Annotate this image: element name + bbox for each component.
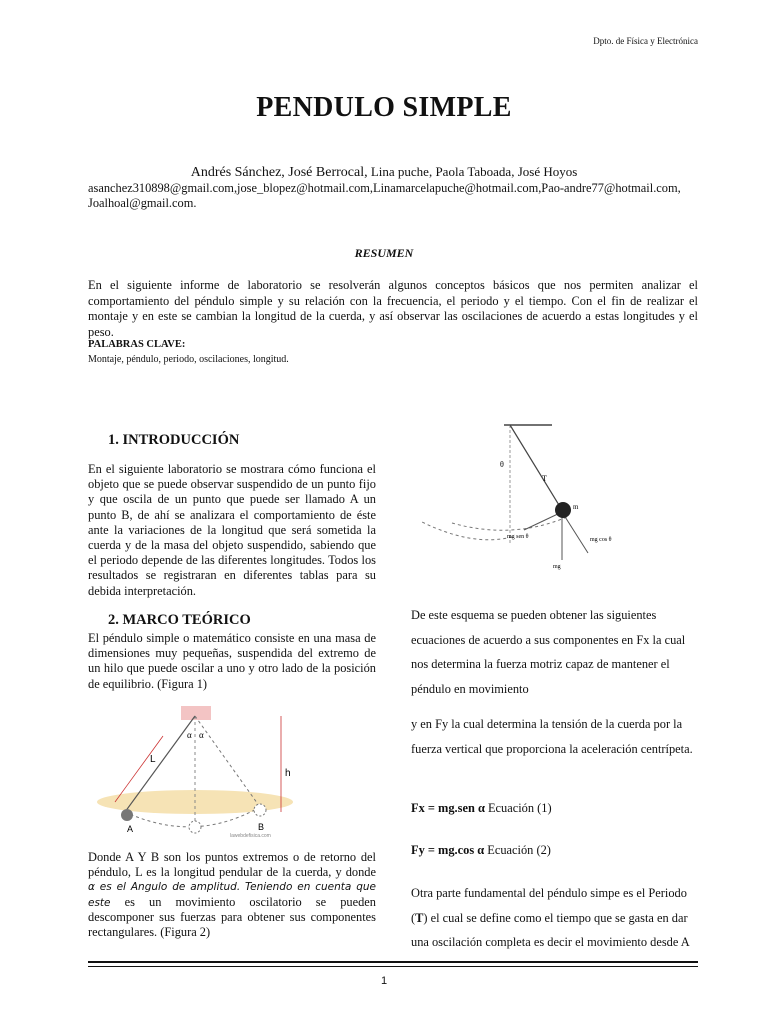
intro-body: En el siguiente laboratorio se mostrara cómo funciona el objeto que se puede observar suspendido de un punto fijo y que oscila de un punto que puede ser llamado A un punto B, de ahí se analizara el comportamiento de éste ante la variaciones de la longitud que será sometida la cuerda y de la masa del objeto suspendido, sabiendo que el periodo depende de las diferentes longitudes. Todos los resultados se registraran en diferentes tablas para su debida interpretación. xyxy=(88,462,376,598)
label-theta: θ xyxy=(500,460,504,469)
equation-2-label: Ecuación (2) xyxy=(484,843,551,857)
emails-line-1: asanchez310898@gmail.com,jose_blopez@hotmail.com,Linamarcelapuche@hotmail.com,Pao-andre77@hotmail.com, xyxy=(88,181,681,195)
bob-a xyxy=(121,809,133,821)
label-mgsen: mg sen θ xyxy=(507,534,529,540)
department-header: Dpto. de Física y Electrónica xyxy=(593,36,698,46)
keywords-body: Montaje, péndulo, periodo, oscilaciones, longitud. xyxy=(88,354,289,365)
authors-main: Andrés Sánchez, José Berrocal, xyxy=(190,165,368,180)
footer-rule-thick xyxy=(88,961,698,963)
emails-block xyxy=(88,181,698,211)
label-h: h xyxy=(285,768,291,779)
right-paragraph-2: y en Fy la cual determina la tensión de la cuerda por la fuerza vertical que proporciona la aceleración centrípeta. xyxy=(411,717,693,756)
right-paragraph-3 xyxy=(411,881,701,955)
label-L: L xyxy=(150,754,156,765)
equation-1 xyxy=(411,801,552,816)
page-number: 1 xyxy=(380,975,388,987)
resumen-body: En el siguiente informe de laboratorio se resolverán algunos conceptos básicos que nos permiten analizar el comportamiento del péndulo simple y su relación con la frecuencia, el periodo y el tiempo. Con el fin de realizar el montaje y en este se cambian la longitud de la cuerda, y así observar las oscilaciones de acuerdo a estas longitudes y el peso. xyxy=(88,278,698,339)
label-m: m xyxy=(573,503,579,511)
footer-rule-thin xyxy=(88,966,698,967)
bob-b xyxy=(254,804,266,816)
equation-1-label: Ecuación (1) xyxy=(484,801,552,815)
label-mg: mg xyxy=(553,564,561,570)
marco-body: El péndulo simple o matemático consiste en una masa de dimensiones muy pequeñas, suspendida del extremo de un hilo que puede oscilar a uno y otro lado de la posición de equilibrio. (Figura 1) xyxy=(88,631,376,691)
label-alpha-left: α xyxy=(187,730,192,740)
equation-1-formula: Fx = mg.sen α xyxy=(411,801,485,815)
donde-handwritten: α es el Angulo de amplitud. Teniendo en cuenta que este xyxy=(88,881,376,909)
figure-1-pendulum xyxy=(95,694,300,839)
label-B: B xyxy=(258,822,265,832)
equation-2-formula: Fy = mg.cos α xyxy=(411,843,485,857)
label-mgcos: mg cos θ xyxy=(590,537,612,543)
label-A: A xyxy=(127,824,134,834)
emails-line-2: Joalhoal@gmail.com. xyxy=(88,196,197,210)
label-alpha-right: α xyxy=(199,730,204,740)
right-paragraph-1: De este esquema se pueden obtener las siguientes ecuaciones de acuerdo a sus componentes en Fx la cual nos determina la fuerza motriz capaz de mantener el péndulo en movimiento xyxy=(411,608,686,696)
label-T: T xyxy=(542,474,547,483)
authors-others: Lina puche, Paola Taboada, José Hoyos xyxy=(367,164,578,179)
equation-2 xyxy=(411,843,551,858)
donde-body xyxy=(88,850,376,940)
authors-line xyxy=(0,164,768,181)
bob-center xyxy=(189,821,201,833)
period-symbol: T xyxy=(415,910,424,925)
period-text-a: Otra parte fundamental del péndulo simpe es el Periodo ( xyxy=(411,886,687,925)
pendulum-bob xyxy=(555,502,571,518)
figure-1-watermark: lawebdefisica.com xyxy=(230,833,271,839)
figure-2-forces xyxy=(412,405,680,573)
period-text-b: ) el cual se define como el tiempo que se gasta en dar una oscilación completa es decir el movimiento desde A xyxy=(411,910,690,949)
marco-heading: 2. MARCO TEÓRICO xyxy=(108,612,251,628)
donde-part-1: Donde A Y B son los puntos extremos o de retorno del péndulo, L es la longitud pendular de la cuerda, y donde xyxy=(88,850,376,879)
donde-part-2: es un movimiento oscilatorio se pueden descomponer sus fuerzas para obtener sus componentes rectangulares. (Figura 2) xyxy=(88,894,376,939)
keywords-title: PALABRAS CLAVE: xyxy=(88,339,186,350)
resumen-heading: RESUMEN xyxy=(354,246,414,260)
page-title: PENDULO SIMPLE xyxy=(256,92,512,123)
intro-heading: 1. INTRODUCCIÓN xyxy=(108,432,240,448)
